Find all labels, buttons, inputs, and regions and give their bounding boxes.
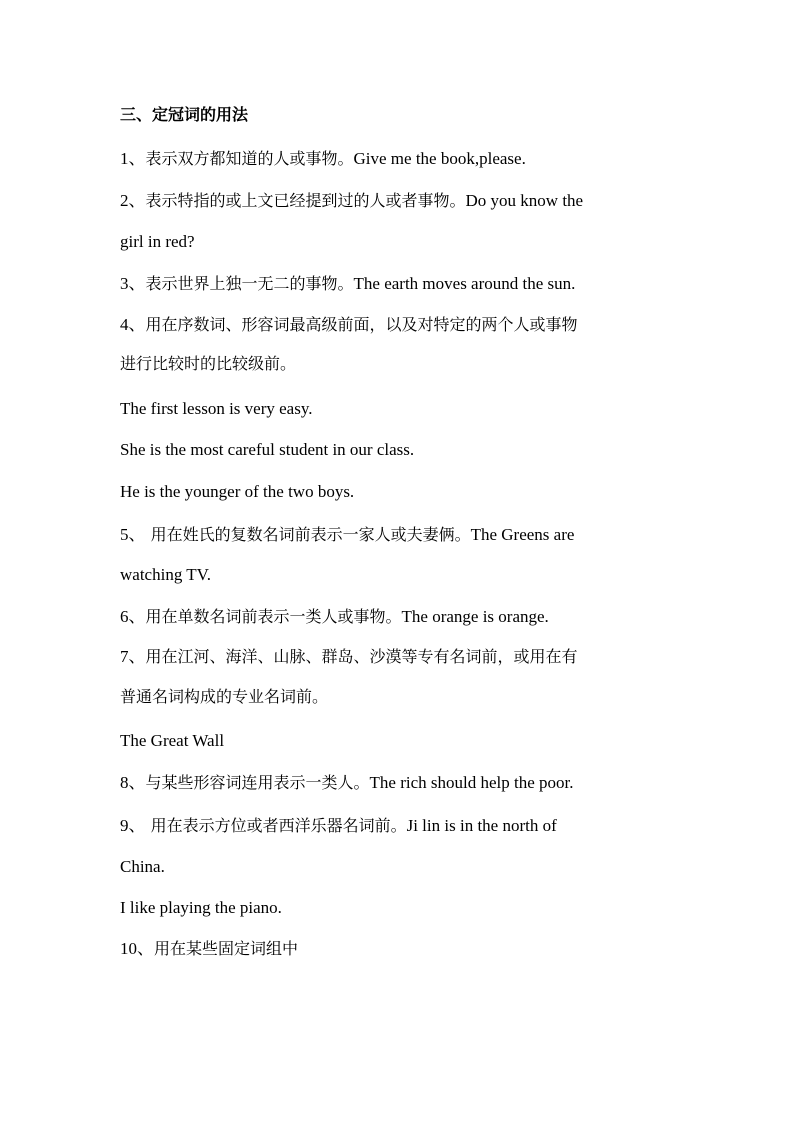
rule-text: 用在某些固定词组中 (154, 939, 299, 958)
item-number: 3、 (120, 274, 146, 293)
rule-text: 与某些形容词连用表示一类人。 (145, 773, 370, 792)
example-line: watching TV. (120, 565, 211, 584)
rule-2 (120, 190, 675, 212)
rule-1 (120, 148, 675, 170)
rule-text: 用在序数词、形容词最高级前面，以及对特定的两个人或事物 (145, 315, 578, 334)
rule-3 (120, 273, 675, 295)
example-text: Ji lin is in the north of (406, 816, 557, 835)
rule-4-continued: 进行比较时的比较级前。 (120, 354, 297, 373)
rule-10 (120, 938, 675, 960)
rule-text: 用在姓氏的复数名词前表示一家人或夫妻俩。 (145, 525, 471, 544)
rule-9 (120, 815, 675, 837)
item-number: 10、 (120, 939, 154, 958)
rule-text: 表示世界上独一无二的事物。 (145, 274, 354, 293)
rule-7 (120, 646, 675, 668)
item-number: 2、 (120, 191, 146, 210)
item-number: 6、 (120, 607, 146, 626)
rule-6 (120, 606, 675, 628)
example-line: She is the most careful student in our class. (120, 440, 415, 459)
rule-7-continued: 普通名词构成的专业名词前。 (120, 687, 329, 706)
item-number: 4、 (120, 315, 146, 334)
item-number: 9、 (120, 816, 146, 835)
rule-5 (120, 524, 675, 546)
rule-4 (120, 314, 675, 336)
example-line: China. (120, 857, 165, 876)
rule-text: 用在江河、海洋、山脉、群岛、沙漠等专有名词前，或用在有 (145, 647, 578, 666)
example-text: Give me the book,please. (353, 149, 526, 168)
item-number: 7、 (120, 647, 146, 666)
example-line: The Great Wall (120, 731, 225, 750)
item-number: 1、 (120, 149, 146, 168)
rule-text: 用在单数名词前表示一类人或事物。 (145, 607, 402, 626)
rule-text: 用在表示方位或者西洋乐器名词前。 (145, 816, 407, 835)
example-text: The Greens are (470, 525, 575, 544)
example-line: The first lesson is very easy. (120, 399, 313, 418)
section-heading: 三、定冠词的用法 (120, 105, 249, 124)
item-number: 8、 (120, 773, 146, 792)
rule-text: 表示特指的或上文已经提到过的人或者事物。 (145, 191, 466, 210)
example-text: The orange is orange. (401, 607, 549, 626)
example-text: The earth moves around the sun. (353, 274, 576, 293)
rule-8 (120, 772, 675, 794)
example-text: The rich should help the poor. (369, 773, 574, 792)
item-number: 5、 (120, 525, 146, 544)
example-line: girl in red? (120, 232, 195, 251)
rule-text: 表示双方都知道的人或事物。 (145, 149, 354, 168)
example-line: I like playing the piano. (120, 898, 282, 917)
example-text: Do you know the (465, 191, 584, 210)
example-line: He is the younger of the two boys. (120, 482, 355, 501)
